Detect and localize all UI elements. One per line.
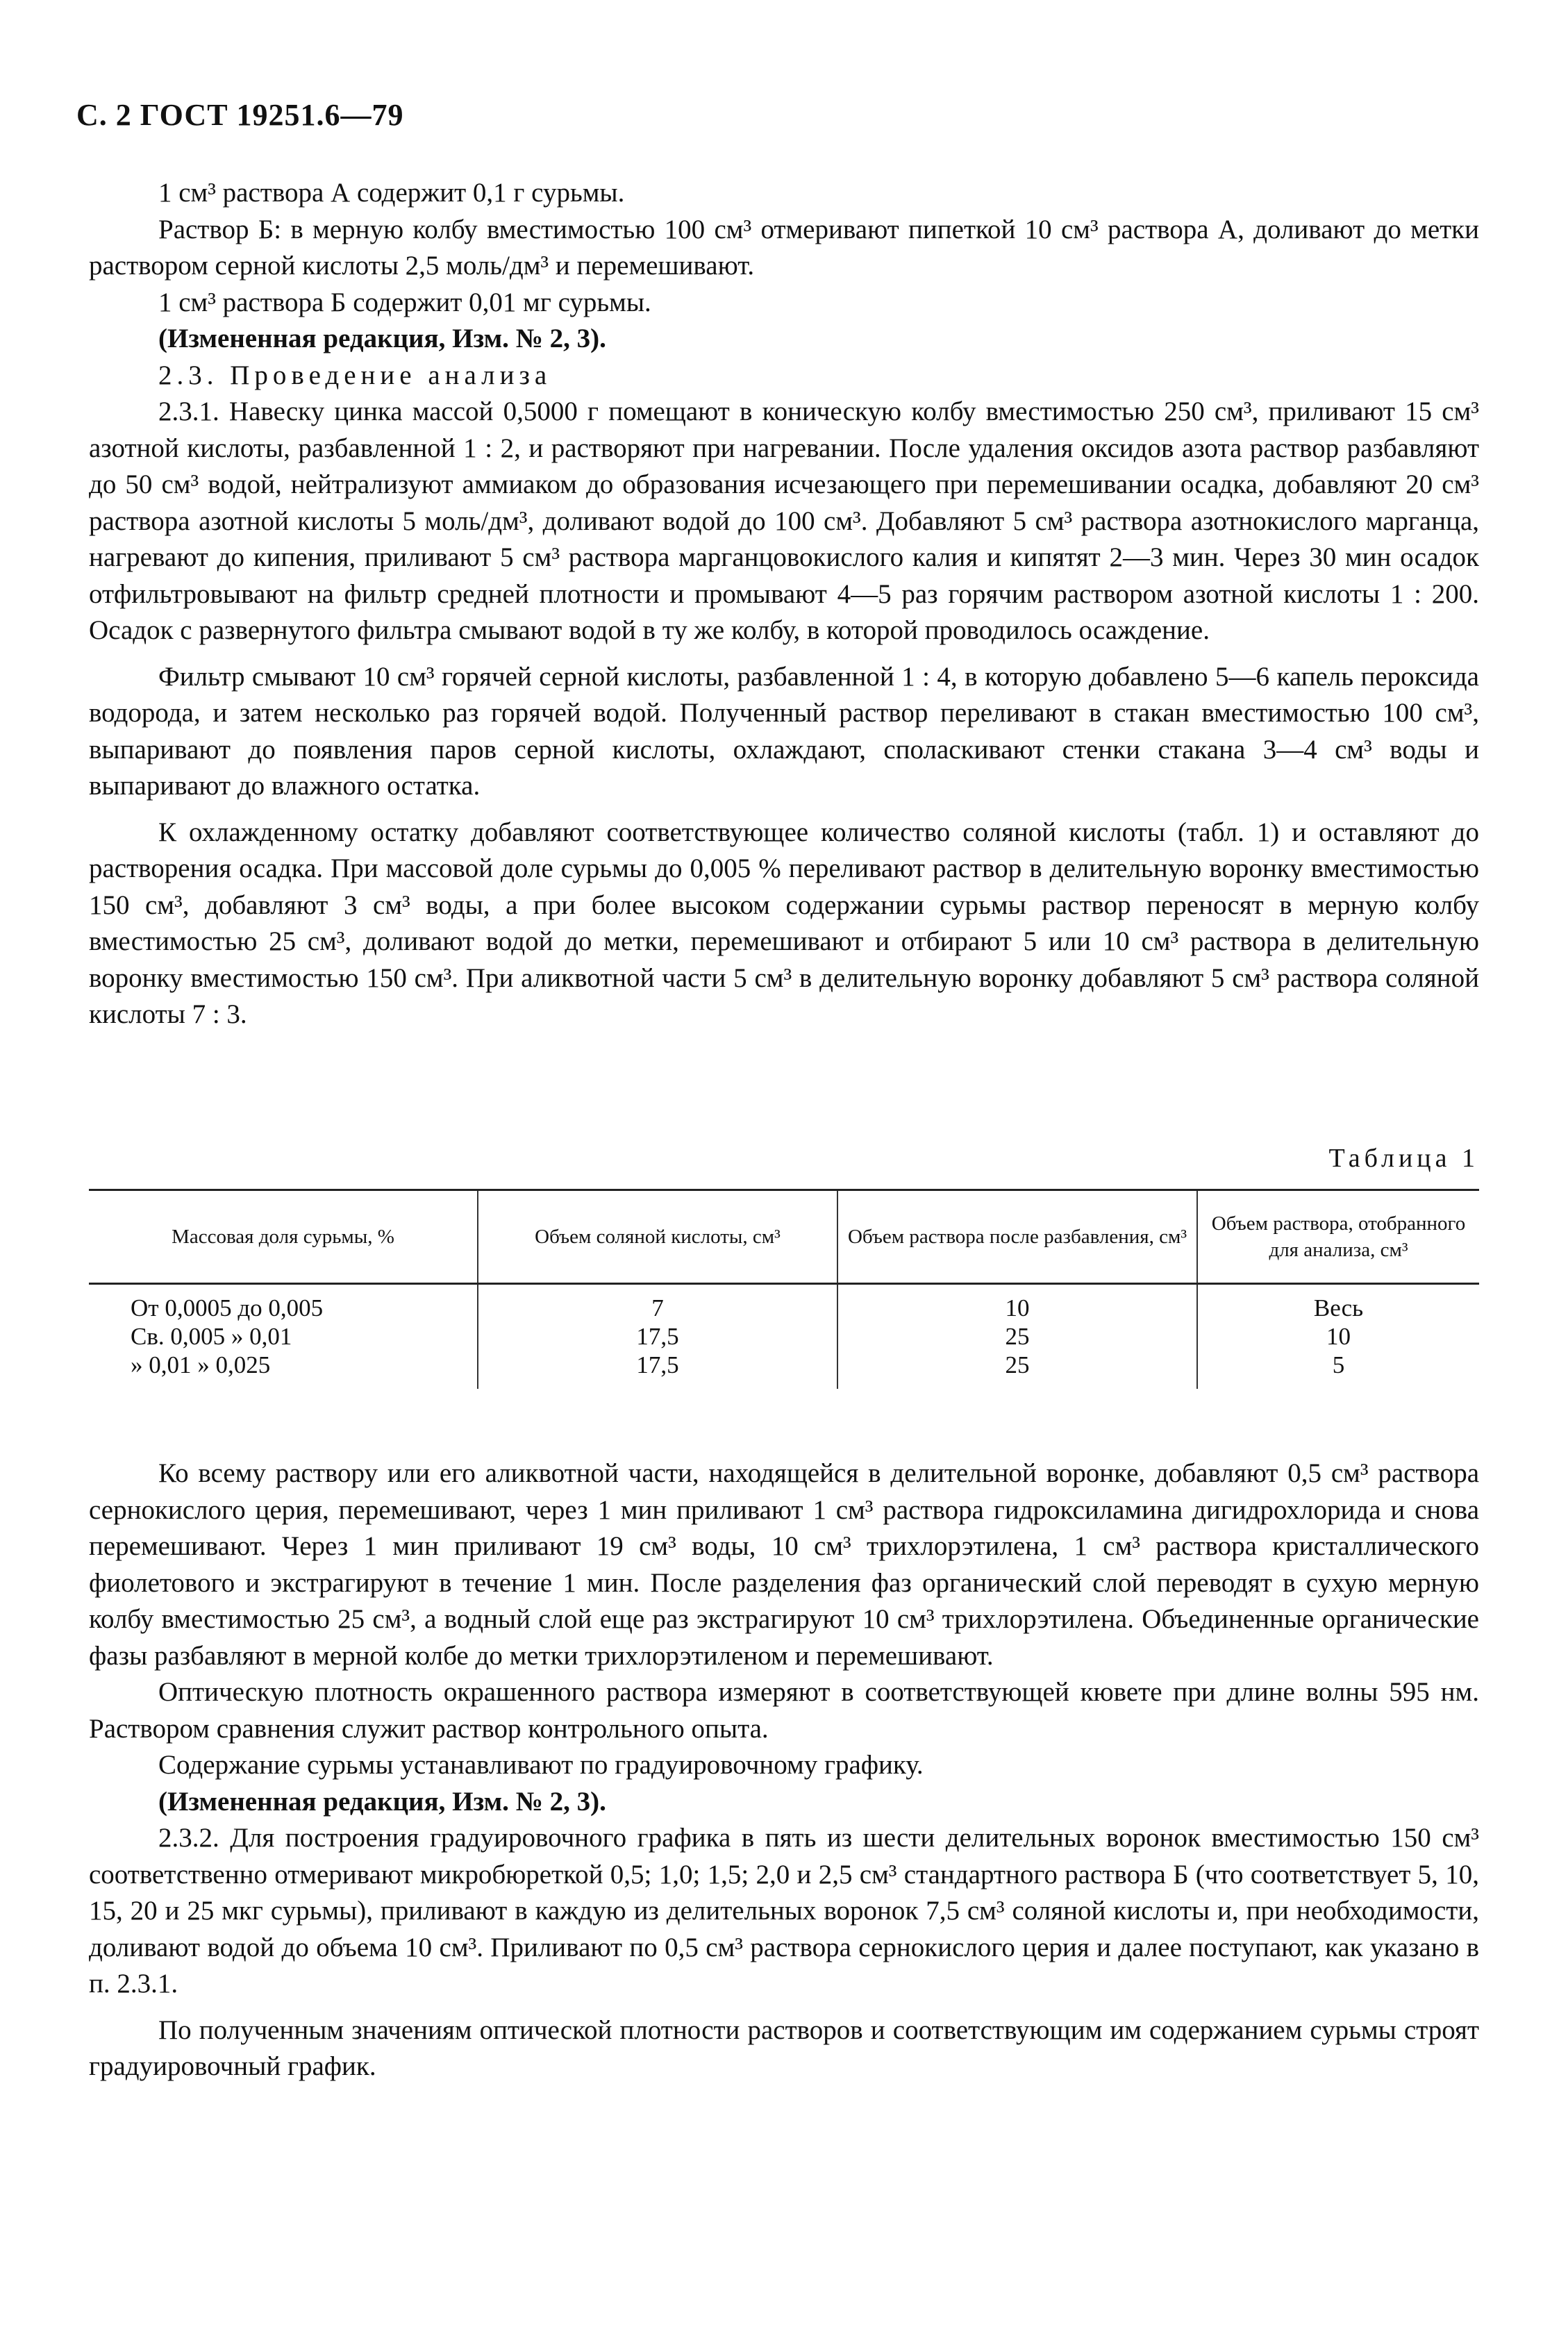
table-cell: Св. 0,005 » 0,01 [131, 1323, 292, 1350]
amendment-note: (Измененная редакция, Изм. № 2, 3). [158, 324, 606, 353]
table-row [89, 1351, 1479, 1389]
table-cell: 7 [478, 1284, 837, 1324]
table-cell: 17,5 [478, 1323, 837, 1351]
column-header: Объем раствора, отобранного для анализа, см³ [1197, 1190, 1479, 1284]
body-top [89, 175, 1479, 1033]
column-header: Массовая доля сурьмы, % [89, 1190, 478, 1284]
table-cell: 25 [837, 1351, 1197, 1389]
table-cell: 17,5 [478, 1351, 837, 1389]
column-header: Объем раствора после разбавления, см³ [837, 1190, 1197, 1284]
table-caption: Таблица 1 [1328, 1144, 1479, 1173]
paragraph: К охлажденному остатку добавляют соответствующее количество соляной кислоты (табл. 1) и оставляют до растворения осадка. При массовой доле сурьмы до 0,005 % переливают раствор в делительную воронку вместимостью 150 см³, добавляют 3 см³ воды, а при более высоком содержании сурьмы раствор переносят в мерную колбу вместимостью 25 см³, доливают водой до метки, перемешивают и отбирают 5 или 10 см³ раствора в делительную воронку вместимостью 150 см³. При аликвотной части 5 см³ в делительную воронку добавляют 5 см³ раствора соляной кислоты 7 : 3. [89, 817, 1479, 1029]
table-row [89, 1323, 1479, 1351]
body-bottom [89, 1456, 1479, 2085]
table-cell: 10 [837, 1284, 1197, 1324]
table-1 [89, 1143, 1479, 1389]
paragraph: 2.3.2. Для построения градуировочного графика в пять из шести делительных воронок вместимостью 150 см³ соответственно отмеривают микробюреткой 0,5; 1,0; 1,5; 2,0 и 2,5 см³ стандартного раствора Б (что соответствует 5, 10, 15, 20 и 25 мкг сурьмы), приливают в каждую из делительных воронок 7,5 см³ соляной кислоты и, при необходимости, доливают водой до объема 10 см³. Приливают по 0,5 см³ раствора сернокислого церия и далее поступают, как указано в п. 2.3.1. [89, 1823, 1479, 1999]
data-table [89, 1189, 1479, 1389]
table-cell: Весь [1197, 1284, 1479, 1324]
section-heading: 2.3. Проведение анализа [158, 360, 552, 390]
paragraph: Фильтр смывают 10 см³ горячей серной кислоты, разбавленной 1 : 4, в которую добавлено 5—6 капель пероксида водорода, и затем несколько раз горячей водой. Полученный раствор переливают в стакан вместимостью 100 см³, выпаривают до появления паров серной кислоты, охлаждают, споласкивают стенки стакана 3—4 см³ воды и выпаривают до влажного остатка. [89, 661, 1479, 801]
table-cell: 25 [837, 1323, 1197, 1351]
column-header: Объем соляной кислоты, см³ [478, 1190, 837, 1284]
table-cell: 10 [1197, 1323, 1479, 1351]
paragraph: По полученным значениям оптической плотности растворов и соответствующим им содержанием сурьмы строят градуировочный график. [89, 2015, 1479, 2081]
paragraph: Оптическую плотность окрашенного раствора измеряют в соответствующей кювете при длине волны 595 нм. Раствором сравнения служит раствор контрольного опыта. [89, 1677, 1479, 1744]
paragraph: Содержание сурьмы устанавливают по градуировочному графику. [158, 1750, 924, 1780]
table-cell: От 0,0005 до 0,005 [131, 1294, 324, 1321]
paragraph: 2.3.1. Навеску цинка массой 0,5000 г помещают в коническую колбу вместимостью 250 см³, приливают 15 см³ азотной кислоты, разбавленной 1 : 2, и растворяют при нагревании. После удаления оксидов азота раствор разбавляют до 50 см³ водой, нейтрализуют аммиаком до образования исчезающего при перемешивании осадка, добавляют 20 см³ раствора азотной кислоты 5 моль/дм³, доливают водой до 100 см³. Добавляют 5 см³ раствора азотнокислого марганца, нагревают до кипения, приливают 5 см³ раствора марганцовокислого калия и кипятят 2—3 мин. Через 30 мин осадок отфильтровывают на фильтр средней плотности и промывают 4—5 раз горячим раствором азотной кислоты 1 : 200. Осадок с развернутого фильтра смывают водой в ту же колбу, в которой проводилось осаждение. [89, 397, 1479, 645]
amendment-note: (Измененная редакция, Изм. № 2, 3). [158, 1786, 606, 1817]
table-row [89, 1284, 1479, 1324]
paragraph: 1 см³ раствора Б содержит 0,01 мг сурьмы. [158, 287, 651, 317]
paragraph: Раствор Б: в мерную колбу вместимостью 100 см³ отмеривают пипеткой 10 см³ раствора А, доливают до метки раствором серной кислоты 2,5 моль/дм³ и перемешивают. [89, 214, 1479, 281]
page-header: С. 2 ГОСТ 19251.6—79 [76, 98, 404, 132]
table-cell: » 0,01 » 0,025 [131, 1351, 271, 1378]
table-header-row [89, 1190, 1479, 1284]
paragraph: Ко всему раствору или его аликвотной части, находящейся в делительной воронке, добавляют 0,5 см³ раствора сернокислого церия, перемешивают, через 1 мин приливают 1 см³ раствора гидроксиламина дигидрохлорида и снова перемешивают. Через 1 мин приливают 19 см³ воды, 10 см³ трихлорэтилена, 1 см³ раствора кристаллического фиолетового и экстрагируют в течение 1 мин. После разделения фаз органический слой переводят в сухую мерную колбу вместимостью 25 см³, а водный слой еще раз экстрагируют 10 см³ трихлорэтилена. Объединенные органические фазы разбавляют в мерной колбе до метки трихлорэтиленом и перемешивают. [89, 1458, 1479, 1671]
table-cell: 5 [1197, 1351, 1479, 1389]
paragraph: 1 см³ раствора А содержит 0,1 г сурьмы. [158, 178, 625, 208]
